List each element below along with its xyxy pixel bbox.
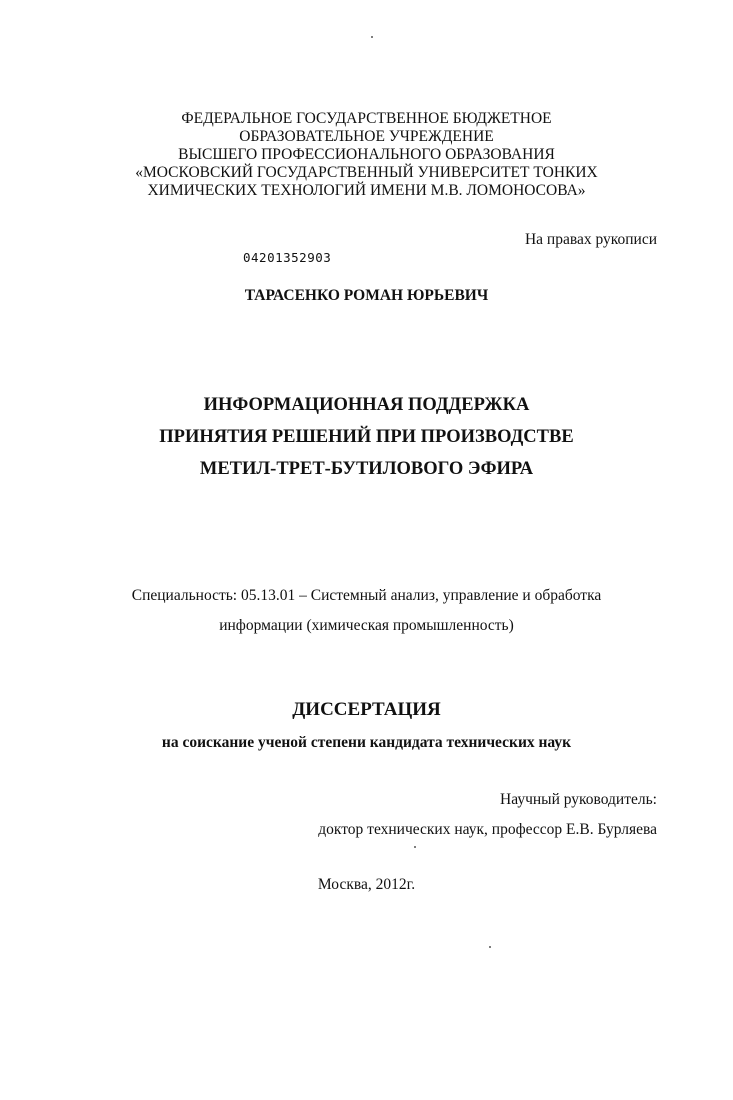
specialty-line-1: Специальность: 05.13.01 – Системный анализ, управление и обработка [131,587,602,604]
manuscript-note: На правах рукописи [524,231,657,248]
title-line-1: ИНФОРМАЦИОННАЯ ПОДДЕРЖКА [203,395,530,415]
degree-line: на соискание ученой степени кандидата технических наук [161,734,572,751]
specialty-line-2: информации (химическая промышленность) [219,617,514,634]
registration-code: 04201352903 [243,250,332,265]
scan-speck [371,36,373,38]
document-type: ДИССЕРТАЦИЯ [292,699,441,720]
title-line-3: МЕТИЛ-ТРЕТ-БУТИЛОВОГО ЭФИРА [199,459,534,479]
title-line-2: ПРИНЯТИЯ РЕШЕНИЙ ПРИ ПРОИЗВОДСТВЕ [159,427,574,447]
supervisor-label: Научный руководитель: [500,791,657,808]
organization-line-1: ФЕДЕРАЛЬНОЕ ГОСУДАРСТВЕННОЕ БЮДЖЕТНОЕ [181,110,552,127]
supervisor-name: доктор технических наук, профессор Е.В. Бурляева [318,821,657,838]
author-name: ТАРАСЕНКО РОМАН ЮРЬЕВИЧ [244,287,489,304]
organization-line-2: ОБРАЗОВАТЕЛЬНОЕ УЧРЕЖДЕНИЕ [239,128,494,145]
organization-line-5: ХИМИЧЕСКИХ ТЕХНОЛОГИЙ ИМЕНИ М.В. ЛОМОНОСОВА» [147,182,586,199]
scan-speck [489,946,491,948]
organization-line-4: «МОСКОВСКИЙ ГОСУДАРСТВЕННЫЙ УНИВЕРСИТЕТ ТОНКИХ [135,164,598,181]
city-year: Москва, 2012г. [317,876,416,893]
organization-line-3: ВЫСШЕГО ПРОФЕССИОНАЛЬНОГО ОБРАЗОВАНИЯ [178,146,555,163]
scan-speck [414,846,416,848]
